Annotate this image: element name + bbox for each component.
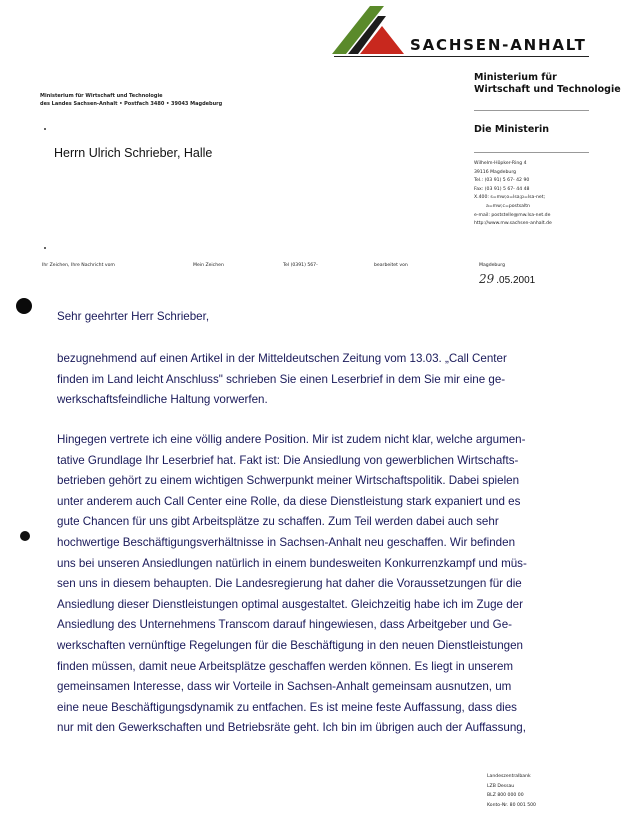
body-line: finden im Land leicht Anschluss" schrieben Sie einen Leserbrief in dem Sie mir eine ge- bbox=[57, 372, 506, 386]
ref-your-reference: Ihr Zeichen, Ihre Nachricht vom bbox=[42, 263, 115, 268]
address-mark bbox=[44, 128, 46, 130]
sender-line-2: des Landes Sachsen-Anhalt • Postfach 3480 • 39043 Magdeburg bbox=[40, 101, 223, 107]
paragraph-2 bbox=[57, 430, 597, 739]
body-line: werkschaften vernünftige Regelungen für die Beschäftigung in den neuen Dienstleistungen bbox=[57, 638, 523, 652]
date-rest: .05.2001 bbox=[496, 275, 536, 286]
body-line: unter anderem auch Call Center eine Rolle, da diese Dienstleistung stark expaniert und es bbox=[57, 494, 521, 508]
ministry-divider bbox=[474, 110, 589, 111]
bank-details bbox=[487, 772, 536, 810]
punch-hole bbox=[16, 298, 32, 314]
contact-line: http://www.mw.sachsen-anhalt.de bbox=[474, 221, 552, 227]
contact-block bbox=[474, 160, 552, 229]
ref-phone: Tel (0391) 567- bbox=[283, 263, 318, 268]
body-line: Ansiedlung dieser Dienstleistungen optimal ausgestaltet. Gleichzeitig habe ich im Zuge der bbox=[57, 597, 523, 611]
bank-line: LZB Dessau bbox=[487, 783, 515, 789]
minister-divider bbox=[474, 152, 589, 153]
body-line: Ansiedlung des Unternehmens Transcom darauf hingewiesen, dass Arbeitgeber und Ge- bbox=[57, 618, 513, 632]
bank-line: Konto-Nr. 80 001 500 bbox=[487, 802, 536, 808]
paragraph-1 bbox=[57, 349, 597, 411]
ministry-line-1: Ministerium für bbox=[474, 72, 557, 83]
bank-line: Landeszentralbank bbox=[487, 774, 531, 779]
salutation: Sehr geehrter Herr Schrieber, bbox=[57, 310, 210, 323]
contact-line: Wilhelm-Höpker-Ring 4 bbox=[474, 161, 527, 166]
body-line: finden müssen, damit neue Arbeitsplätze geschaffen werden können. Es liegt in unserem bbox=[57, 659, 514, 673]
sachsen-anhalt-logo bbox=[330, 2, 410, 54]
contact-line: Tel.: (03 91) 5 67- 42 90 bbox=[474, 178, 530, 184]
ministry-name bbox=[474, 72, 621, 96]
sender-line-1: Ministerium für Wirtschaft und Technologie bbox=[40, 93, 163, 99]
minister-title: Die Ministerin bbox=[474, 124, 549, 135]
body-line: gemeinsamen Interesse, dass wir Vorteile in Sachsen-Anhalt gemeinsam ausnutzen, um bbox=[57, 680, 512, 694]
contact-line: a=mw;c=postsaltn bbox=[486, 203, 530, 209]
recipient-address: Herrn Ulrich Schrieber, Halle bbox=[54, 146, 213, 160]
body-line: betrieben gehört zu einem wichtigen Schwerpunkt meiner Wirtschaftspolitik. Dabei spielen bbox=[57, 474, 520, 488]
body-line: werkschaftsfeindliche Haltung vorwerfen. bbox=[57, 393, 268, 407]
address-mark bbox=[44, 247, 46, 249]
date-day-handwritten: 29 bbox=[479, 272, 495, 286]
body-line: hochwertige Beschäftigungsverhältnisse in Sachsen-Anhalt neu geschaffen. Wir befinden bbox=[57, 535, 516, 549]
contact-line: X.400: s=mw;o=lsa;p=lsa-net; bbox=[474, 195, 546, 201]
ministry-line-2: Wirtschaft und Technologie bbox=[474, 84, 621, 95]
body-line: bezugnehmend auf einen Artikel in der Mitteldeutschen Zeitung vom 13.03. „Call Center bbox=[57, 352, 507, 365]
ref-my-reference: Mein Zeichen bbox=[193, 263, 224, 268]
letter-date bbox=[479, 272, 535, 286]
bank-line: BLZ 800 000 00 bbox=[487, 793, 524, 798]
header-rule bbox=[334, 56, 589, 57]
ref-handled-by: bearbeitet von bbox=[374, 263, 408, 268]
contact-line: e-mail: poststelle@mw.lsa-net.de bbox=[474, 212, 551, 218]
body-line: Hingegen vertrete ich eine völlig andere Position. Mir ist zudem nicht klar, welche argumen- bbox=[57, 433, 526, 446]
contact-line: Fax: (03 91) 5 67- 44 48 bbox=[474, 186, 530, 192]
body-line: uns bei unseren Ansiedlungen natürlich in einem bundesweiten Konkurrenzkampf und müs- bbox=[57, 556, 527, 570]
punch-hole bbox=[20, 531, 30, 541]
contact-line: 39116 Magdeburg bbox=[474, 169, 517, 175]
ref-place: Magdeburg bbox=[479, 263, 505, 268]
body-line: gute Chancen für uns gibt Arbeitsplätze zu schaffen. Zum Teil werden dabei auch sehr bbox=[57, 515, 499, 529]
body-line: eine neue Beschäftigungsdynamik zu entfachen. Es ist meine feste Auffassung, dass dies bbox=[57, 700, 517, 714]
body-line: tative Grundlage Ihr Leserbrief hat. Fakt ist: Die Ansiedlung von gewerblichen Wirtschafts- bbox=[57, 453, 519, 467]
body-line: sen uns in diesem behaupten. Die Landesregierung hat daher die Voraussetzungen für die bbox=[57, 577, 522, 591]
brand-name: SACHSEN-ANHALT bbox=[410, 36, 587, 54]
body-line: nur mit den Gewerkschaften und Betriebsräte geht. Ich bin im übrigen auch der Auffassung, bbox=[57, 721, 526, 735]
